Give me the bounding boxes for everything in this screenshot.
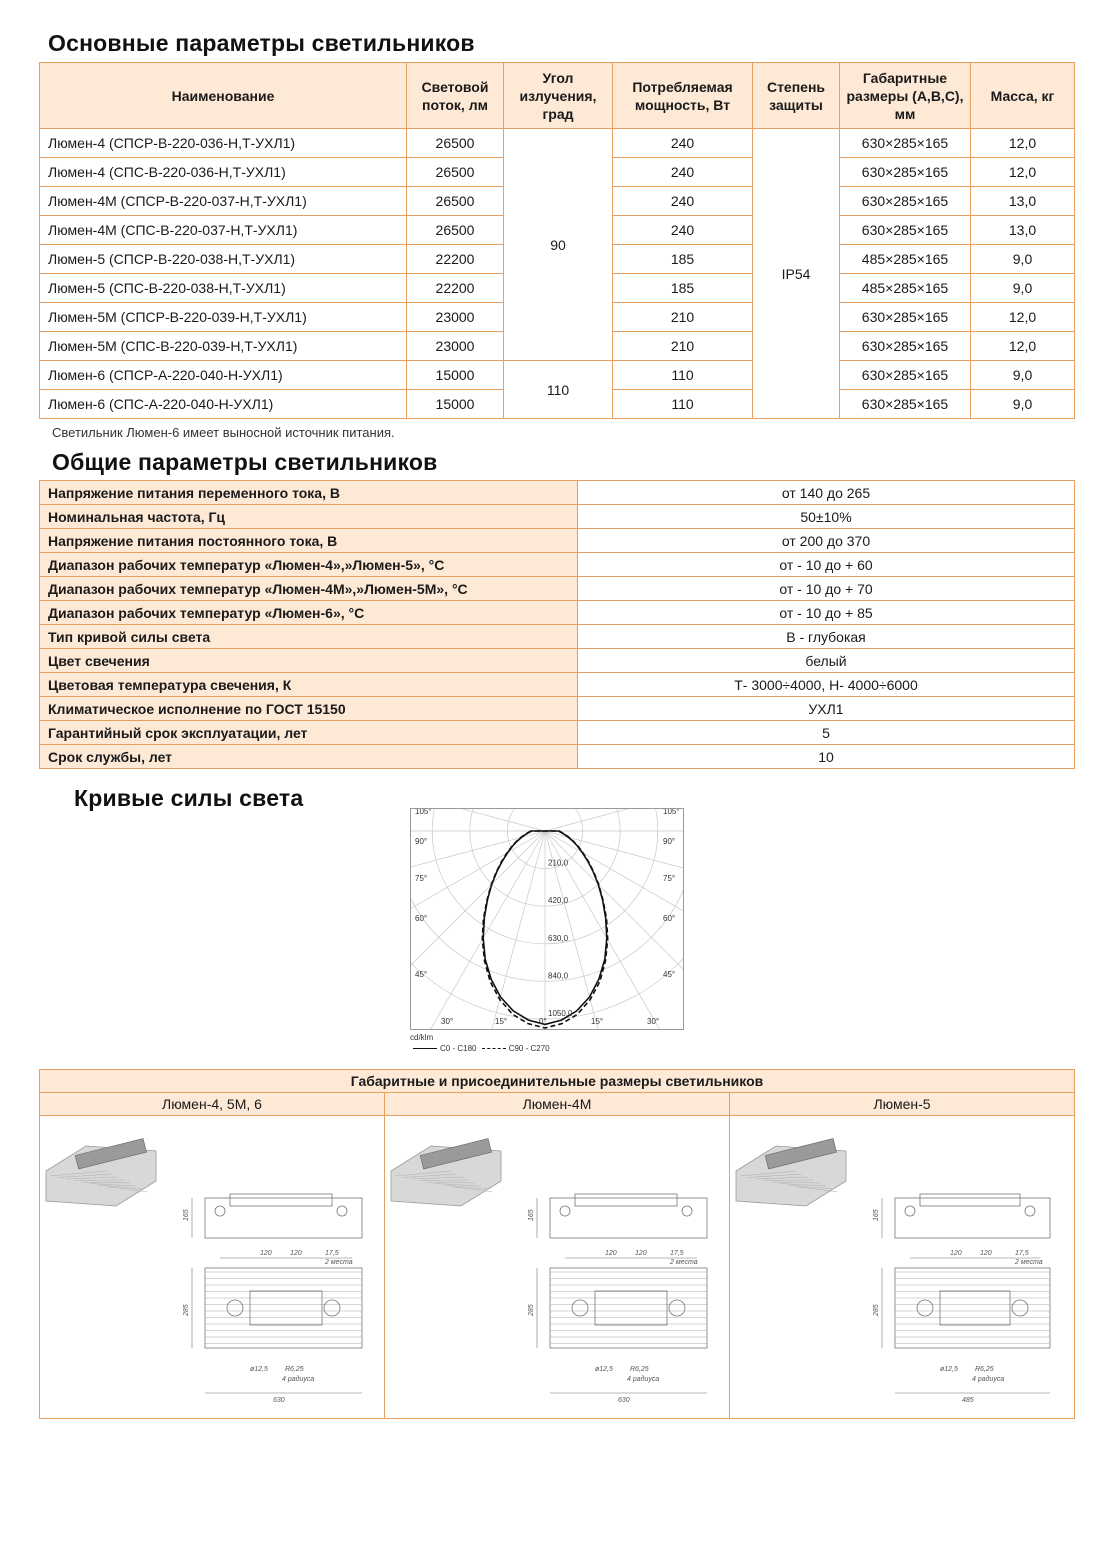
dim-note: 2 места — [670, 1259, 698, 1266]
param-name: Номинальная частота, Гц — [40, 505, 578, 529]
param-value: от 200 до 370 — [578, 529, 1075, 553]
param-name: Тип кривой силы света — [40, 625, 578, 649]
legend-solid-swatch — [413, 1048, 437, 1049]
cell-name: Люмен-5 (СПС-В-220-038-Н,Т-УХЛ1) — [40, 274, 407, 303]
plan-view-body — [550, 1268, 707, 1348]
radial-tick-label: 840,0 — [548, 971, 569, 981]
dim-17-5: 17,5 — [1015, 1250, 1029, 1257]
param-name: Диапазон рабочих температур «Люмен-6», °С — [40, 601, 578, 625]
dim-length: 630 — [618, 1397, 630, 1404]
param-value: от - 10 до + 70 — [578, 577, 1075, 601]
legend-dashed-swatch — [482, 1048, 506, 1049]
plan-view-body — [205, 1268, 362, 1348]
dim-width: 285 — [873, 1304, 880, 1316]
side-view-body — [895, 1198, 1050, 1238]
side-view-connector — [560, 1206, 570, 1216]
angle-label-right: 60° — [663, 914, 676, 923]
cell-mass: 9,0 — [971, 274, 1075, 303]
dim-hole: ø12,5 — [940, 1366, 958, 1373]
cell-mass: 13,0 — [971, 216, 1075, 245]
cell-flux: 23000 — [407, 303, 504, 332]
dim-hole: ø12,5 — [250, 1366, 268, 1373]
drawing-cell-3 — [730, 1116, 1075, 1419]
dims-col-3: Люмен-5 — [730, 1093, 1075, 1116]
angle-label-left: 75° — [415, 874, 428, 883]
cell-flux: 22200 — [407, 274, 504, 303]
dim-hole: ø12,5 — [595, 1366, 613, 1373]
dim-width: 285 — [528, 1304, 535, 1316]
param-name: Климатическое исполнение по ГОСТ 15150 — [40, 697, 578, 721]
cell-power: 240 — [613, 216, 753, 245]
side-view-connector — [905, 1206, 915, 1216]
param-value: Т- 3000÷4000, Н- 4000÷6000 — [578, 673, 1075, 697]
polar-legend — [410, 1032, 550, 1054]
dim-radius-note: 4 радиуса — [282, 1376, 315, 1383]
cell-mass: 12,0 — [971, 303, 1075, 332]
dim-17-5: 17,5 — [670, 1250, 684, 1257]
cell-name: Люмен-6 (СПСР-А-220-040-Н-УХЛ1) — [40, 361, 407, 390]
cell-dims: 485×285×165 — [840, 274, 971, 303]
cell-dims: 630×285×165 — [840, 361, 971, 390]
legend-c0: C0 - C180 — [440, 1044, 477, 1053]
technical-drawing — [40, 1116, 384, 1418]
radial-tick-label: 210,0 — [548, 858, 569, 868]
main-params-title: Основные параметры светильников — [48, 30, 475, 56]
angle-label-right: 90° — [663, 837, 676, 846]
polar-grid-line — [410, 831, 545, 1015]
side-view-body — [205, 1198, 362, 1238]
footnote: Светильник Люмен-6 имеет выносной источник питания. — [52, 425, 395, 440]
header-flux: Световой поток, лм — [407, 63, 504, 129]
cell-power: 185 — [613, 245, 753, 274]
param-value: 50±10% — [578, 505, 1075, 529]
cell-flux: 26500 — [407, 158, 504, 187]
cell-mass: 12,0 — [971, 129, 1075, 158]
table-row — [40, 673, 1075, 697]
table-row — [40, 529, 1075, 553]
table-row — [40, 625, 1075, 649]
general-params-table — [39, 480, 1075, 769]
table-row — [40, 505, 1075, 529]
plan-view-body — [895, 1268, 1050, 1348]
header-power: Потребляемая мощность, Вт — [613, 63, 753, 129]
cell-mass: 9,0 — [971, 361, 1075, 390]
cell-power: 240 — [613, 158, 753, 187]
table-row — [40, 745, 1075, 769]
angle-label-bottom: 30° — [441, 1017, 454, 1026]
radial-tick-label: 420,0 — [548, 896, 569, 906]
cell-flux: 26500 — [407, 216, 504, 245]
param-value: от - 10 до + 60 — [578, 553, 1075, 577]
bracket-mount — [1012, 1300, 1028, 1316]
dim-length: 485 — [962, 1397, 974, 1404]
param-name: Срок службы, лет — [40, 745, 578, 769]
table-row — [40, 577, 1075, 601]
cell-flux: 26500 — [407, 129, 504, 158]
angle-label-bottom: 15° — [495, 1017, 508, 1026]
cell-name: Люмен-6 (СПС-А-220-040-Н-УХЛ1) — [40, 390, 407, 419]
drawing-cell-2 — [385, 1116, 730, 1419]
dim-radius: R6,25 — [975, 1366, 994, 1373]
plan-view-driver — [940, 1291, 1010, 1325]
dim-height: 165 — [528, 1209, 535, 1221]
dims-col-2: Люмен-4М — [385, 1093, 730, 1116]
cell-name: Люмен-4 (СПСР-В-220-036-Н,Т-УХЛ1) — [40, 129, 407, 158]
table-row — [40, 601, 1075, 625]
param-name: Диапазон рабочих температур «Люмен-4»,»Люмен-5», °С — [40, 553, 578, 577]
angle-label-right: 45° — [663, 970, 676, 979]
param-value: 5 — [578, 721, 1075, 745]
dim-length: 630 — [273, 1397, 285, 1404]
dim-120-b: 120 — [290, 1250, 302, 1257]
cell-flux: 26500 — [407, 187, 504, 216]
side-view-driver — [230, 1194, 332, 1206]
cell-name: Люмен-4М (СПС-В-220-037-Н,Т-УХЛ1) — [40, 216, 407, 245]
dim-radius: R6,25 — [630, 1366, 649, 1373]
param-value: от 140 до 265 — [578, 481, 1075, 505]
angle-label-left: 60° — [415, 914, 428, 923]
cell-mass: 12,0 — [971, 158, 1075, 187]
bracket-mount — [227, 1300, 243, 1316]
dim-height: 165 — [873, 1209, 880, 1221]
cell-mass: 12,0 — [971, 332, 1075, 361]
dim-radius: R6,25 — [285, 1366, 304, 1373]
side-view-driver — [920, 1194, 1020, 1206]
bracket-mount — [669, 1300, 685, 1316]
plan-view-driver — [595, 1291, 667, 1325]
cell-power: 185 — [613, 274, 753, 303]
cell-name: Люмен-4 (СПС-В-220-036-Н,Т-УХЛ1) — [40, 158, 407, 187]
cell-power: 240 — [613, 187, 753, 216]
param-value: от - 10 до + 85 — [578, 601, 1075, 625]
param-value: УХЛ1 — [578, 697, 1075, 721]
legend-c90: C90 - C270 — [508, 1044, 550, 1053]
cell-power: 240 — [613, 129, 753, 158]
table-row — [40, 129, 1075, 158]
dim-17-5: 17,5 — [325, 1250, 339, 1257]
cell-name: Люмен-5М (СПСР-В-220-039-Н,Т-УХЛ1) — [40, 303, 407, 332]
angle-label-left: 45° — [415, 970, 428, 979]
dim-120-a: 120 — [950, 1250, 962, 1257]
dimensions-table — [39, 1069, 1075, 1419]
drawing-cell-1 — [40, 1116, 385, 1419]
cell-dims: 630×285×165 — [840, 332, 971, 361]
cell-angle: 90 — [504, 129, 613, 361]
param-name: Напряжение питания переменного тока, В — [40, 481, 578, 505]
radial-tick-label: 630,0 — [548, 933, 569, 943]
cell-dims: 630×285×165 — [840, 390, 971, 419]
dim-120-a: 120 — [260, 1250, 272, 1257]
bracket-mount — [572, 1300, 588, 1316]
param-name: Напряжение питания постоянного тока, В — [40, 529, 578, 553]
dim-120-b: 120 — [980, 1250, 992, 1257]
header-dims: Габаритные размеры (А,В,С), мм — [840, 63, 971, 129]
cell-name: Люмен-5 (СПСР-В-220-038-Н,Т-УХЛ1) — [40, 245, 407, 274]
bracket-mount — [324, 1300, 340, 1316]
dim-radius-note: 4 радиуса — [972, 1376, 1005, 1383]
header-angle: Угол излучения, град — [504, 63, 613, 129]
cell-dims: 630×285×165 — [840, 216, 971, 245]
polar-light-curve-chart — [410, 808, 684, 1030]
table-row — [40, 481, 1075, 505]
angle-label-right: 75° — [663, 874, 676, 883]
angle-label-left: 105° — [415, 808, 432, 816]
cell-power: 110 — [613, 390, 753, 419]
general-params-title: Общие параметры светильников — [52, 449, 438, 475]
param-name: Цвет свечения — [40, 649, 578, 673]
cell-power: 110 — [613, 361, 753, 390]
side-view-connector — [337, 1206, 347, 1216]
cell-mass: 9,0 — [971, 390, 1075, 419]
side-view-connector — [1025, 1206, 1035, 1216]
angle-label-left: 90° — [415, 837, 428, 846]
dim-radius-note: 4 радиуса — [627, 1376, 660, 1383]
cell-dims: 630×285×165 — [840, 158, 971, 187]
dim-120-b: 120 — [635, 1250, 647, 1257]
side-view-connector — [215, 1206, 225, 1216]
table-row — [40, 721, 1075, 745]
polar-grid-line — [410, 831, 545, 961]
cell-protection: IP54 — [753, 129, 840, 419]
cell-power: 210 — [613, 303, 753, 332]
dim-height: 165 — [183, 1209, 190, 1221]
side-view-connector — [682, 1206, 692, 1216]
angle-label-bottom: 30° — [647, 1017, 660, 1026]
plan-view-driver — [250, 1291, 322, 1325]
dim-width: 285 — [183, 1304, 190, 1316]
cell-dims: 630×285×165 — [840, 187, 971, 216]
cell-angle: 110 — [504, 361, 613, 419]
table-row — [40, 361, 1075, 390]
table-header-row — [40, 63, 1075, 129]
cell-mass: 9,0 — [971, 245, 1075, 274]
cell-flux: 15000 — [407, 361, 504, 390]
cell-flux: 15000 — [407, 390, 504, 419]
param-value: В - глубокая — [578, 625, 1075, 649]
technical-drawing — [730, 1116, 1074, 1418]
cell-name: Люмен-4М (СПСР-В-220-037-Н,Т-УХЛ1) — [40, 187, 407, 216]
main-params-table — [39, 62, 1075, 419]
cell-flux: 22200 — [407, 245, 504, 274]
param-name: Диапазон рабочих температур «Люмен-4М»,»Люмен-5М», °С — [40, 577, 578, 601]
dim-note: 2 места — [325, 1259, 353, 1266]
param-name: Гарантийный срок эксплуатации, лет — [40, 721, 578, 745]
angle-label-right: 105° — [663, 808, 680, 816]
dims-col-1: Люмен-4, 5М, 6 — [40, 1093, 385, 1116]
dim-120-a: 120 — [605, 1250, 617, 1257]
angle-label-bottom: 0° — [539, 1017, 547, 1026]
dim-note: 2 места — [1015, 1259, 1043, 1266]
table-row — [40, 649, 1075, 673]
cell-dims: 630×285×165 — [840, 303, 971, 332]
header-mass: Масса, кг — [971, 63, 1075, 129]
table-row — [40, 553, 1075, 577]
cell-dims: 630×285×165 — [840, 129, 971, 158]
cell-mass: 13,0 — [971, 187, 1075, 216]
angle-label-bottom: 15° — [591, 1017, 604, 1026]
cell-flux: 23000 — [407, 332, 504, 361]
bracket-mount — [917, 1300, 933, 1316]
param-value: 10 — [578, 745, 1075, 769]
param-value: белый — [578, 649, 1075, 673]
header-name: Наименование — [40, 63, 407, 129]
cell-name: Люмен-5М (СПС-В-220-039-Н,Т-УХЛ1) — [40, 332, 407, 361]
dimensions-title: Габаритные и присоединительные размеры светильников — [40, 1070, 1075, 1093]
legend-unit: cd/klm — [410, 1033, 434, 1042]
radial-tick-label: 1050,0 — [548, 1009, 573, 1018]
cell-power: 210 — [613, 332, 753, 361]
side-view-body — [550, 1198, 707, 1238]
table-row — [40, 697, 1075, 721]
technical-drawing — [385, 1116, 729, 1418]
cell-dims: 485×285×165 — [840, 245, 971, 274]
header-protection: Степень защиты — [753, 63, 840, 129]
curves-title: Кривые силы света — [74, 785, 304, 811]
side-view-driver — [575, 1194, 677, 1206]
param-name: Цветовая температура свечения, К — [40, 673, 578, 697]
